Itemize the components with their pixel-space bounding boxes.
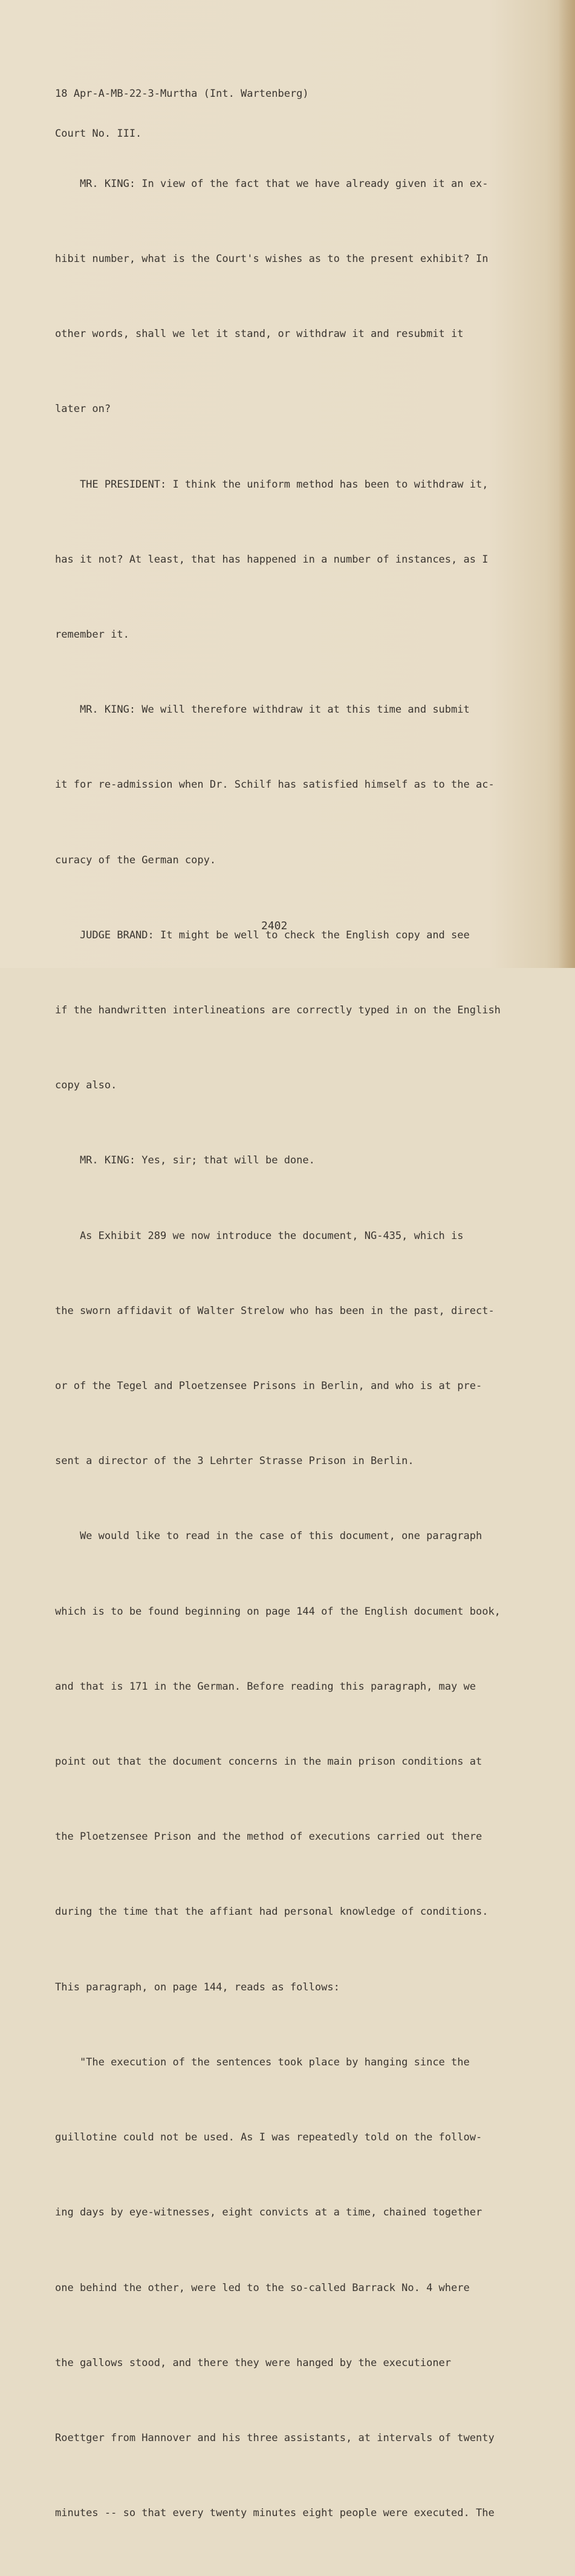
text-line: guillotine could not be used. As I was repeatedly told on the follow-: [55, 2131, 482, 2144]
text-line: "The execution of the sentences took place by hanging since the: [55, 2056, 470, 2068]
text-line: Roettger from Hannover and his three assistants, at intervals of twenty: [55, 2431, 495, 2444]
page-edge-shadow: [558, 0, 575, 968]
text-line: the Ploetzensee Prison and the method of executions carried out there: [55, 1831, 482, 1843]
text-line: MR. KING: Yes, sir; that will be done.: [55, 1154, 315, 1167]
text-line: This paragraph, on page 144, reads as follows:: [55, 1981, 340, 1993]
text-line: the sworn affidavit of Walter Strelow who has been in the past, direct-: [55, 1304, 495, 1317]
text-line: MR. KING: We will therefore withdraw it at this time and submit: [55, 704, 470, 716]
text-line: sent a director of the 3 Lehrter Strasse Prison in Berlin.: [55, 1455, 414, 1468]
text-line: later on?: [55, 403, 111, 416]
text-line: We would like to read in the case of this document, one paragraph: [55, 1530, 482, 1543]
text-line: if the handwritten interlineations are correctly typed in on the English: [55, 1004, 501, 1017]
text-line: during the time that the affiant had personal knowledge of conditions.: [55, 1906, 489, 1918]
text-line: other words, shall we let it stand, or withdraw it and resubmit it: [55, 328, 464, 341]
text-line: minutes -- so that every twenty minutes eight people were executed. The: [55, 2507, 495, 2520]
text-line: has it not? At least, that has happened in a number of instances, as I: [55, 553, 489, 566]
text-line: which is to be found beginning on page 144 of the English document book,: [55, 1605, 501, 1618]
text-line: remember it.: [55, 629, 129, 641]
text-line: point out that the document concerns in the main prison conditions at: [55, 1756, 482, 1768]
text-line: ing days by eye-witnesses, eight convicts at a time, chained together: [55, 2206, 482, 2219]
text-line: one behind the other, were led to the so-called Barrack No. 4 where: [55, 2281, 470, 2294]
text-line: the gallows stood, and there they were hanged by the executioner: [55, 2356, 452, 2369]
text-line: it for re-admission when Dr. Schilf has satisfied himself as to the ac-: [55, 779, 495, 791]
text-line: hibit number, what is the Court's wishes as to the present exhibit? In: [55, 253, 489, 266]
page-number: 2402: [261, 920, 288, 932]
header-line-2: Court No. III.: [55, 128, 142, 140]
text-line: curacy of the German copy.: [55, 854, 216, 866]
header-line-1: 18 Apr-A-MB-22-3-Murtha (Int. Wartenberg): [55, 88, 309, 100]
text-line: MR. KING: In view of the fact that we have already given it an ex-: [55, 177, 489, 190]
transcript-body: [55, 122, 501, 2576]
text-line: copy also.: [55, 1079, 117, 1092]
text-line: THE PRESIDENT: I think the uniform method has been to withdraw it,: [55, 478, 489, 491]
text-line: As Exhibit 289 we now introduce the document, NG-435, which is: [55, 1229, 464, 1242]
text-line: and that is 171 in the German. Before reading this paragraph, may we: [55, 1680, 476, 1693]
text-line: or of the Tegel and Ploetzensee Prisons in Berlin, and who is at pre-: [55, 1380, 482, 1393]
text-line: JUDGE BRAND: It might be well to check the English copy and see: [55, 929, 470, 941]
